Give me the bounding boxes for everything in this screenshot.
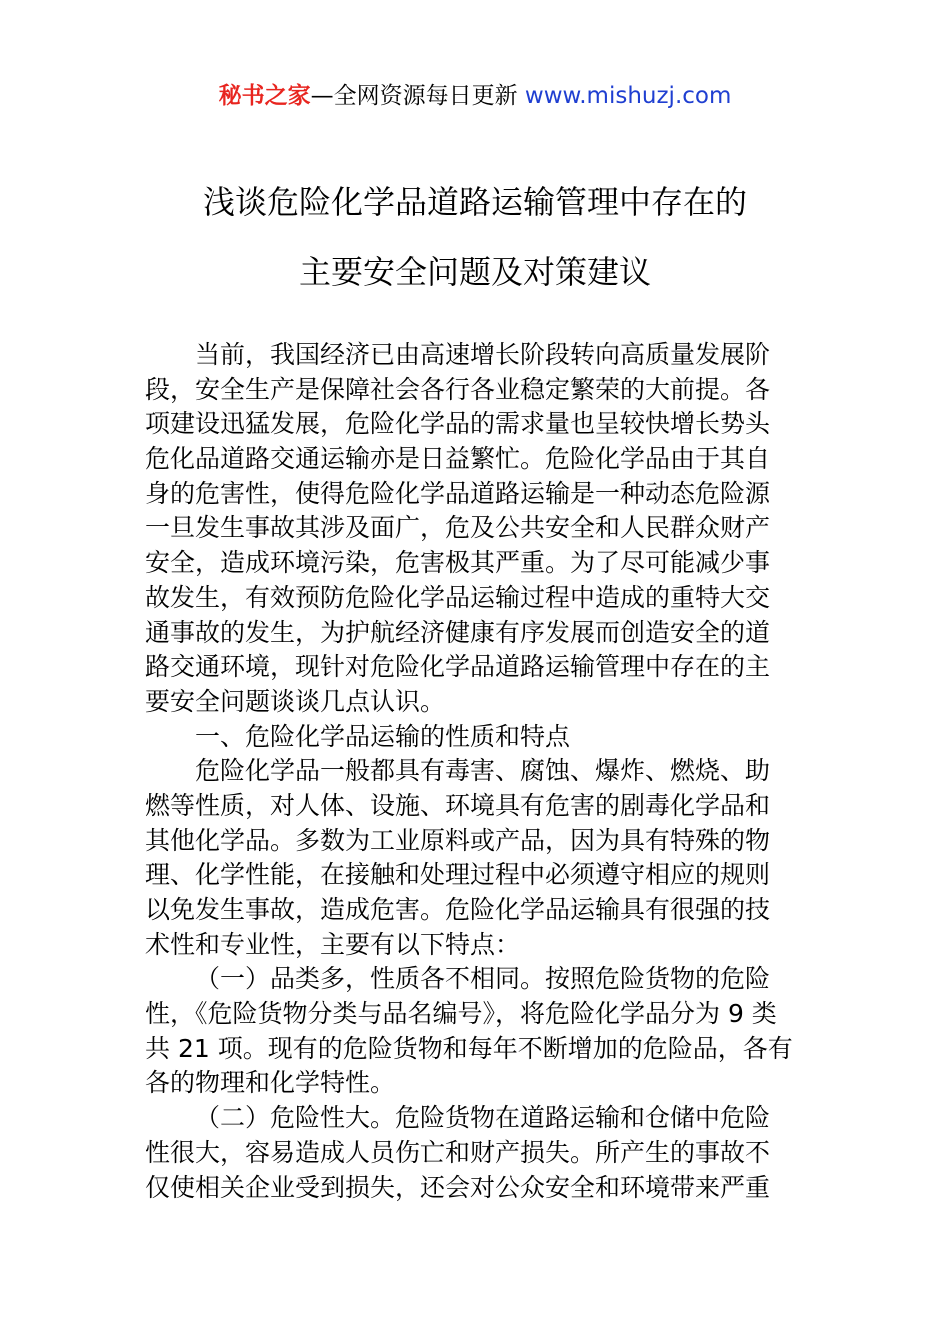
body-line: 身的危害性，使得危险化学品道路运输是一种动态危险源 — [145, 478, 771, 508]
body-line: 性很大，容易造成人员伤亡和财产损失。所产生的事故不 — [145, 1137, 771, 1167]
body-line: 共 21 项。现有的危险货物和每年不断增加的危险品，各有 — [145, 1033, 793, 1063]
body-line: 以免发生事故，造成危害。危险化学品运输具有很强的技 — [145, 895, 771, 924]
body-line: 段，安全生产是保障社会各行各业稳定繁荣的大前提。各 — [145, 374, 771, 404]
body-line: 当前，我国经济已由高速增长阶段转向高质量发展阶 — [195, 340, 771, 369]
body-line: 危化品道路交通运输亦是日益繁忙。危险化学品由于其自 — [145, 444, 771, 474]
site-name: 秘书之家 — [218, 83, 311, 109]
body-line: 安全，造成环境污染，危害极其严重。为了尽可能减少事 — [145, 548, 771, 578]
body-line: （二）危险性大。危险货物在道路运输和仓储中危险 — [195, 1103, 771, 1133]
body-line: 危险化学品一般都具有毒害、腐蚀、爆炸、燃烧、助 — [195, 756, 771, 786]
document-title-line-2: 主要安全问题及对策建议 — [298, 253, 651, 291]
body-line: 项建设迅猛发展，危险化学品的需求量也呈较快增长势头 — [145, 409, 771, 439]
body-line: 其他化学品。多数为工业原料或产品，因为具有特殊的物 — [145, 825, 771, 855]
body-line: 通事故的发生，为护航经济健康有序发展而创造安全的道 — [145, 617, 771, 647]
body-line: 各的物理和化学特性。 — [145, 1068, 396, 1098]
body-line: 故发生，有效预防危险化学品运输过程中造成的重特大交 — [145, 582, 771, 612]
body-line: 性，《危险货物分类与品名编号》，将危险化学品分为 9 类 — [145, 999, 777, 1029]
site-url-link[interactable]: www.mishuzj.com — [524, 83, 732, 109]
document-title-line-1: 浅谈危险化学品道路运输管理中存在的 — [202, 183, 747, 221]
body-line: 术性和专业性，主要有以下特点： — [145, 929, 521, 959]
document-body — [145, 338, 810, 1205]
body-line: 一旦发生事故其涉及面广，危及公共安全和人民群众财产 — [145, 513, 771, 543]
body-line: 要安全问题谈谈几点认识。 — [145, 686, 446, 716]
section-heading: 一、危险化学品运输的性质和特点 — [195, 721, 571, 751]
body-line: 燃等性质，对人体、设施、环境具有危害的剧毒化学品和 — [145, 790, 771, 820]
site-slogan: —全网资源每日更新 — [310, 83, 525, 109]
body-line: 理、化学性能，在接触和处理过程中必须遵守相应的规则 — [145, 860, 771, 890]
body-line: （一）品类多，性质各不相同。按照危险货物的危险 — [195, 964, 771, 994]
body-line: 仅使相关企业受到损失，还会对公众安全和环境带来严重 — [145, 1172, 771, 1202]
site-banner — [0, 80, 950, 112]
body-line: 路交通环境，现针对危险化学品道路运输管理中存在的主 — [145, 652, 771, 682]
